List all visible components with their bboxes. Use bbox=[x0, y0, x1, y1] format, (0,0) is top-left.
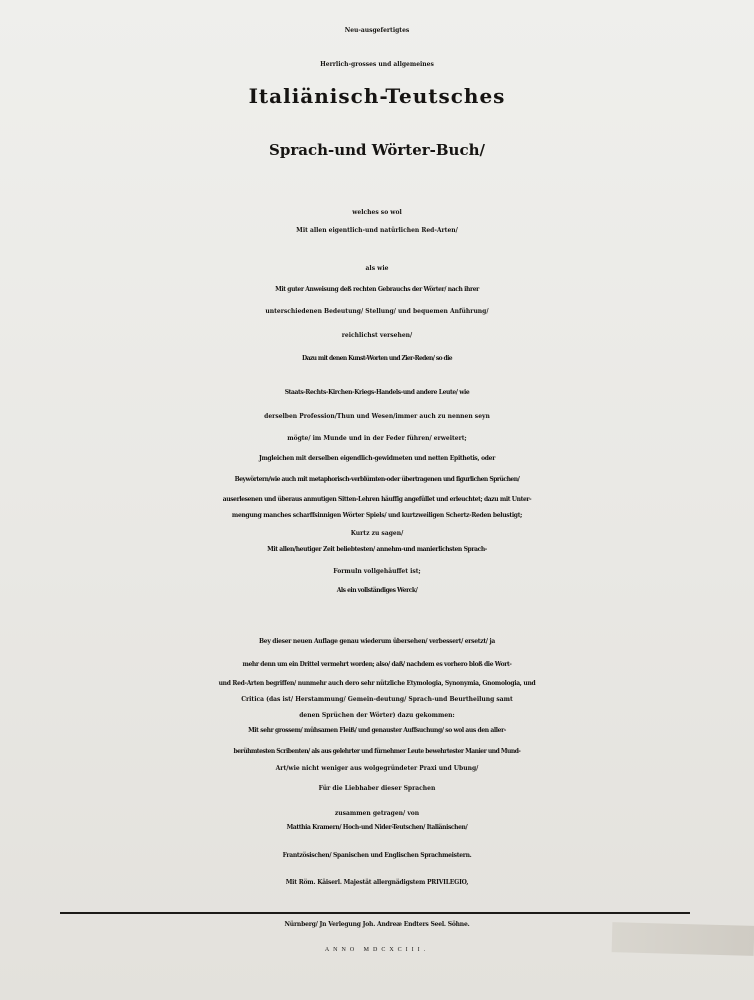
title-line-11: Dazu mit denen Kunst-Worten und Zier-Reden/ so die bbox=[301, 355, 452, 362]
title-line-17: auserlesenen und überaus anmutigen Sitten-Lehren häuffig angefüllet und erleuchtet; dazu mit Unter- bbox=[222, 496, 532, 503]
title-line-19: Kurtz zu sagen/ bbox=[350, 530, 404, 537]
imprint-divider bbox=[60, 912, 690, 914]
imprint-publisher: Nürnberg/ Jn Verlegung Joh. Andreæ Endters Seel. Söhne. bbox=[284, 921, 470, 928]
title-line-15: Jmgleichen mit derselben eigendlich-gewidmeten und netten Epithetis, oder bbox=[258, 455, 496, 462]
title-line-20: Mit allen/heutiger Zeit beliebtesten/ annehm-und manierlichsten Sprach- bbox=[267, 546, 487, 553]
title-line-9: unterschiedenen Bedeutung/ Stellung/ und bequemen Anführung/ bbox=[265, 308, 489, 315]
author-line-2: Frantzösischen/ Spanischen und Englischen Sprachmeistern. bbox=[282, 852, 472, 859]
title-line-24: mehr denn um ein Drittel vermehrt worden; also/ daß/ nachdem es vorhero bloß die Wort- bbox=[242, 661, 512, 668]
title-line-10: reichlichst versehen/ bbox=[341, 332, 413, 339]
title-line-32: zusammen getragen/ von bbox=[334, 810, 420, 817]
title-line-21: Formuln vollgehäuffet ist; bbox=[333, 568, 421, 575]
title-line-1: Neu-ausgefertigtes bbox=[344, 27, 410, 34]
title-line-8: Mit guter Anweisung deß rechten Gebrauchs der Wörter/ nach ihrer bbox=[275, 286, 479, 293]
imprint-year: ANNO MDCXCIII. bbox=[324, 947, 430, 953]
title-line-3: Italiänisch-Teutsches bbox=[248, 84, 506, 108]
title-line-14: mögte/ im Munde und in der Feder führen/ erweitert; bbox=[287, 435, 467, 442]
title-line-12: Staats-Rechts-Kirchen-Kriegs-Handels-und andere Leute/ wie bbox=[284, 389, 470, 396]
title-line-18: mengung manches scharffsinnigen Wörter Spiels/ und kurtzweiligen Schertz-Reden belustigt; bbox=[231, 512, 523, 519]
title-line-27: denen Sprüchen der Wörter) dazu gekommen: bbox=[299, 712, 455, 719]
title-line-30: Art/wie nicht weniger aus wolgegründeter Praxi und Ubung/ bbox=[275, 765, 479, 772]
title-line-2: Herrlich-grosses und allgemeines bbox=[320, 61, 434, 68]
title-line-4: Sprach-und Wörter-Buch/ bbox=[269, 141, 485, 159]
title-line-6: Mit allen eigentlich-und natürlichen Red-Arten/ bbox=[296, 227, 458, 234]
library-stamp: ​ bbox=[612, 922, 754, 956]
title-line-26: Critica (das ist/ Herstammung/ Gemein-deutung/ Sprach-und Beurtheilung samt bbox=[241, 696, 513, 703]
title-line-7: als wie bbox=[365, 265, 389, 272]
privilege-line: Mit Röm. Käiserl. Majestät allergnädigstem PRIVILEGIO, bbox=[285, 879, 469, 886]
title-line-5: welches so wol bbox=[352, 209, 402, 216]
title-line-31: Für die Liebhaber dieser Sprachen bbox=[318, 785, 436, 792]
title-line-23: Bey dieser neuen Auflage genau wiederum übersehen/ verbessert/ ersetzt/ ja bbox=[259, 638, 495, 645]
title-line-22: Als ein vollständiges Werck/ bbox=[336, 587, 418, 594]
author-line-1: Matthia Kramern/ Hoch-und Nider-Teutschen/ Italiänischen/ bbox=[286, 824, 468, 831]
title-line-16: Beywörtern/wie auch mit metaphorisch-verblümten-oder übertragenen und figurlichen Sprüchen/ bbox=[234, 476, 520, 483]
title-line-13: derselben Profession/Thun und Wesen/immer auch zu nennen seyn bbox=[264, 413, 490, 420]
title-line-29: berühmtesten Scribenten/ als aus gelehrter und fürnehmer Leute bewehrtester Manier und Mund- bbox=[233, 748, 521, 755]
title-line-28: Mit sehr grossem/ mühsamen Fleiß/ und genauster Auffsuchung/ so wol aus den aller- bbox=[248, 727, 506, 734]
title-line-25: und Red-Arten begriffen/ nunmehr auch dero sehr nützliche Etymologia, Synonymia, Gnomologia, und bbox=[218, 680, 536, 687]
